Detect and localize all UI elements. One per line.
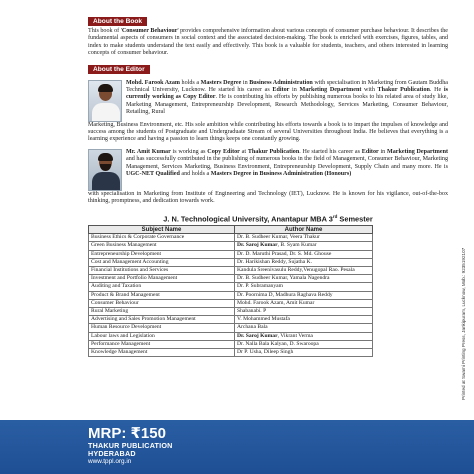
table-header-row [89, 226, 373, 234]
col-subject-header: Subject Name [89, 226, 235, 234]
editor-2-bio-cont: with specialisation in Marketing from Institute of Engineering and Technology (IET), Lucknow. He is known for his vigilance, out-of-the-box thinking, promptness, and dedication towards work. [88, 190, 448, 205]
table-row [89, 250, 373, 258]
author-cell: Dr. Harikishan Reddy, Sujatha K. [235, 258, 373, 266]
subject-cell: Labour laws and Legislation [89, 332, 235, 340]
author-cell: Mohd. Farook Azam, Amit Kumar [235, 299, 373, 307]
editor-2 [88, 149, 448, 191]
table-row [89, 299, 373, 307]
subject-cell: Knowledge Management [89, 348, 235, 356]
author-cell: Dr. B. Sudheer Kumar, Yamala Nagendra [235, 275, 373, 283]
col-author-header: Author Name [235, 226, 373, 234]
table-row [89, 291, 373, 299]
table-body [89, 234, 373, 357]
author-cell: Kandula Sreenivasulu Reddy,Venugopal Rao. Pesala [235, 266, 373, 274]
table-row [89, 275, 373, 283]
author-cell: Dr. Nalla Bala Kalyan, D. Swaroopa [235, 340, 373, 348]
editor-2-bio: Mr. Amit Kumar is working as Copy Editor at Thakur Publication. He started his career as Editor in Marketing Department and has successfully contributed in the publishing of numerous books in the field of Management, Consumer Behaviour, Marketing Management, Services Marketing, Business Environment, Entrepreneurship Development, Supply Chain and many more. He is UGC-NET Qualified and holds a Masters Degree in Business Administration (Honours) [126, 148, 448, 178]
author-cell: Dr. Poornima D, Madhura Raghava Reddy [235, 291, 373, 299]
syllabus-table-title: J. N. Technological University, Anantapur MBA 3rd Semester [163, 213, 373, 224]
table-row [89, 348, 373, 356]
author-cell: V. Mohammed Mustafa [235, 316, 373, 324]
author-cell: Dr. P. Subramanyam [235, 283, 373, 291]
subject-cell: Performance Management [89, 340, 235, 348]
author-cell: Archana Bala [235, 324, 373, 332]
editor-2-photo [88, 149, 122, 191]
subject-cell: Financial Institutions and Services [89, 266, 235, 274]
subject-cell: Product & Brand Management [89, 291, 235, 299]
subject-cell: Auditing and Taxation [89, 283, 235, 291]
editor-1-bio-cont: Marketing, Business Environment, etc. His sole ambition while contributing his efforts towards a book is to impart the impulses of knowledge and success among the students of Postgraduate and Undergraduate Stream of several Universities throughout India. He believes that everything is a learning experience and having a passion to learn things keeps one constantly growing. [88, 121, 448, 143]
subject-cell: Business Ethics & Corporate Governance [89, 234, 235, 242]
subject-cell: Rural Marketing [89, 307, 235, 315]
table-row [89, 283, 373, 291]
content-column [88, 10, 448, 357]
subject-cell: Green Business Management [89, 242, 235, 250]
table-row [89, 258, 373, 266]
author-cell: Dr. Saroj Kumar, Vikrant Verma [235, 332, 373, 340]
author-cell: Dr. D. Maruthi Prasad, Dr. S. Md. Ghouse [235, 250, 373, 258]
subject-cell: Investment and Portfolio Management [89, 275, 235, 283]
table-row [89, 316, 373, 324]
printer-imprint: Printed at Swami Printing Press, Jankipuram, Lucknow, Mob.: 9235192107 [461, 247, 466, 400]
mrp-price: MRP: ₹150 [88, 425, 166, 442]
table-row [89, 324, 373, 332]
author-cell: Dr P. Usha, Dileep Singh [235, 348, 373, 356]
about-book-heading: About the Book [88, 17, 147, 26]
table-row [89, 307, 373, 315]
editor-1 [88, 80, 448, 122]
table-row [89, 234, 373, 242]
table-row [89, 332, 373, 340]
publisher-name: THAKUR PUBLICATION [88, 441, 173, 450]
book-title: Consumer Behaviour [121, 28, 178, 34]
footer-info [88, 425, 173, 466]
subject-cell: Human Resource Development [89, 324, 235, 332]
syllabus-table [88, 225, 373, 357]
about-editor-heading: About the Editor [88, 65, 150, 74]
footer-bar [0, 420, 474, 474]
table-row [89, 266, 373, 274]
publisher-city: HYDERABAD [88, 449, 136, 459]
editor-1-bio: Mohd. Farook Azam holds a Masters Degree in Business Administration with specialisation in Marketing from Gautam Buddha Technical University, Lucknow. He started his career as Editor in Marketing Department with Thakur Publication. He is currently working as Copy Editor. He is contributing his efforts by publishing numerous books to his related area of study like, Marketing Management, Entrepreneurship Development, Research Methodology, Services Marketing, Consumer Behaviour, Retailing, Rural [126, 79, 448, 116]
publisher-website[interactable]: www.tppl.org.in [88, 458, 132, 466]
table-row [89, 242, 373, 250]
author-cell: Dr. Saroj Kumar, B. Syam Kumar [235, 242, 373, 250]
table-row [89, 340, 373, 348]
author-cell: Shabanabi. P [235, 307, 373, 315]
subject-cell: Cost and Management Accounting [89, 258, 235, 266]
subject-cell: Entrepreneurship Development [89, 250, 235, 258]
author-cell: Dr. B. Sudheer Kumar, Veera Thakur [235, 234, 373, 242]
subject-cell: Advertising and Sales Promotion Management [89, 316, 235, 324]
subject-cell: Consumer Behaviour [89, 299, 235, 307]
editor-1-photo [88, 80, 122, 122]
about-book-text: This book of 'Consumer Behaviour' provides comprehensive information about various concepts of consumer purchase behaviour. It describes the fundamental aspects of consumers in social context and the associated decision-making. The book is enriched with exercises, figures, tables, and index to make students understand the text easily and effectively. This book is a valuable for students, teachers, and others interested in learning concepts of consumer behaviour. [88, 28, 448, 57]
